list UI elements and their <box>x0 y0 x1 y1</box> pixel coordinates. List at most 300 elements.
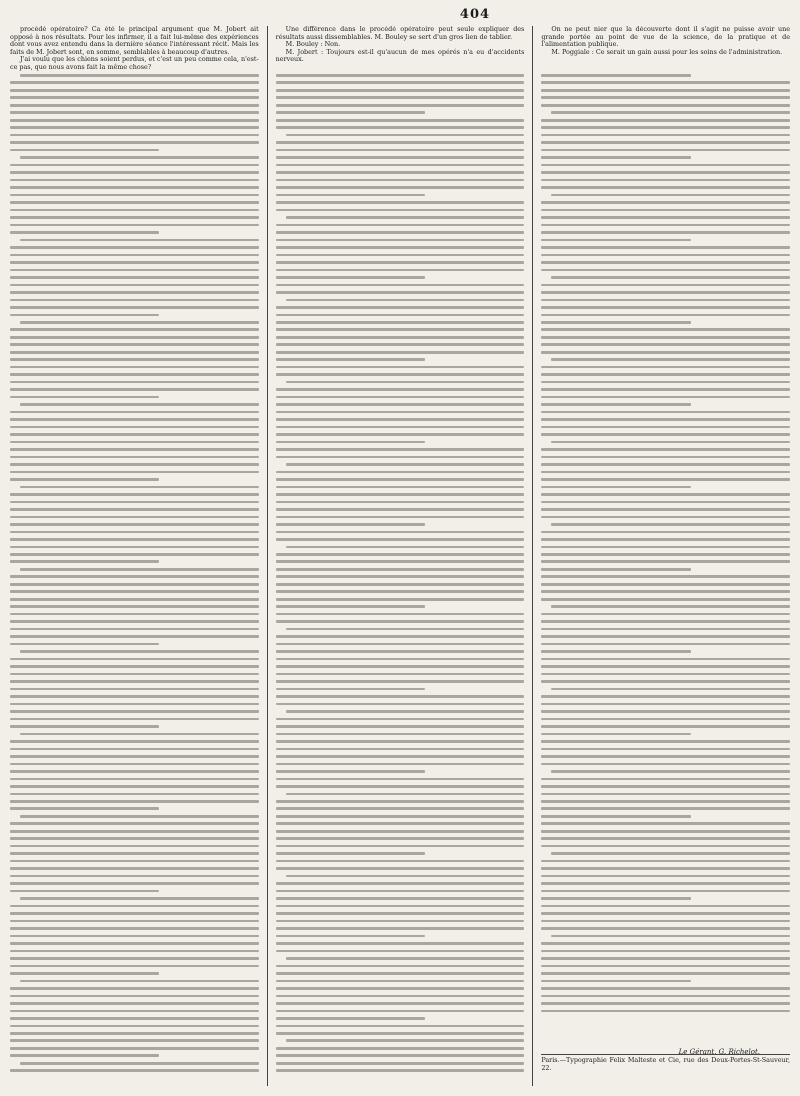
text-line <box>276 358 425 361</box>
text-line <box>10 179 259 182</box>
text-line <box>10 508 259 511</box>
text-line <box>276 598 525 601</box>
text-line <box>551 358 790 361</box>
text-line <box>541 321 690 324</box>
text-line <box>276 583 525 586</box>
column-2 <box>276 26 525 1086</box>
printer-imprint: Paris.—Typographie Felix Malteste et Cie, rue des Deux-Portes-St-Sauveur, 22. <box>541 1056 791 1072</box>
text-line <box>276 972 525 975</box>
text-line <box>541 471 790 474</box>
text-line <box>276 748 525 751</box>
text-line <box>541 164 790 167</box>
text-line <box>276 254 525 257</box>
text-line <box>276 411 525 414</box>
gerant-signature: Le Gérant, G. Richelot. <box>678 1047 761 1056</box>
text-line <box>276 965 525 968</box>
text-line <box>10 119 259 122</box>
text-line <box>541 643 790 646</box>
text-line <box>541 81 790 84</box>
text-line <box>10 620 259 623</box>
text-line <box>276 733 525 736</box>
text-line <box>276 231 525 234</box>
text-line <box>541 381 790 384</box>
text-line <box>541 328 790 331</box>
text-line <box>276 306 525 309</box>
text-line <box>541 740 790 743</box>
text-line <box>10 590 259 593</box>
text-line <box>276 388 525 391</box>
text-line <box>551 441 790 444</box>
text-line <box>541 920 790 923</box>
text-line <box>10 800 259 803</box>
text-line <box>10 807 159 810</box>
text-line <box>276 126 525 129</box>
text-line <box>276 314 525 317</box>
text-line <box>10 560 159 563</box>
text-line <box>541 411 790 414</box>
text-line <box>276 224 525 227</box>
text-line <box>276 718 525 721</box>
text-line <box>276 867 525 870</box>
text-line <box>276 471 525 474</box>
column-1-paragraph-2: J'ai voulu que les chiens soient perdus, et c'est un peu comme cela, n'est-ce pas, que nous avons fait la même chose? <box>10 55 259 71</box>
text-line <box>276 845 525 848</box>
text-line <box>10 523 259 526</box>
text-line <box>10 837 259 840</box>
text-line <box>276 912 525 915</box>
text-line <box>276 822 525 825</box>
text-line <box>276 156 525 159</box>
text-line <box>10 81 259 84</box>
text-line <box>10 1069 259 1072</box>
text-line <box>10 306 259 309</box>
text-line <box>286 793 525 796</box>
text-line <box>276 815 525 818</box>
text-line <box>276 239 525 242</box>
text-line <box>541 89 790 92</box>
text-line <box>10 1032 259 1035</box>
text-line <box>10 246 259 249</box>
text-line <box>276 725 525 728</box>
text-line <box>10 493 259 496</box>
text-line <box>10 575 259 578</box>
text-line <box>276 486 525 489</box>
text-line <box>10 388 259 391</box>
text-line <box>276 74 525 77</box>
text-line <box>276 560 525 563</box>
text-line <box>10 1002 259 1005</box>
text-line <box>10 583 259 586</box>
text-line <box>541 748 790 751</box>
text-line <box>10 104 259 107</box>
text-line <box>10 501 259 504</box>
text-line <box>276 194 425 197</box>
text-line <box>541 306 790 309</box>
text-line <box>541 613 790 616</box>
text-line <box>10 358 259 361</box>
column-2-paragraph-2: M. Bouley : Non. <box>285 40 341 48</box>
text-line <box>276 171 525 174</box>
text-line <box>541 209 790 212</box>
text-line <box>276 96 525 99</box>
text-line <box>10 448 259 451</box>
text-line <box>276 291 525 294</box>
text-line <box>276 688 425 691</box>
text-line <box>551 852 790 855</box>
text-line <box>10 725 159 728</box>
text-line <box>10 186 259 189</box>
text-line <box>276 935 425 938</box>
text-line <box>10 134 259 137</box>
text-line <box>10 680 259 683</box>
text-line <box>10 456 259 459</box>
text-line <box>276 620 525 623</box>
text-line <box>541 568 690 571</box>
text-line <box>276 448 525 451</box>
text-line <box>541 972 790 975</box>
text-line <box>276 373 525 376</box>
text-line <box>541 837 790 840</box>
text-line <box>276 575 525 578</box>
text-line <box>541 800 790 803</box>
text-line <box>541 807 790 810</box>
text-line <box>551 770 790 773</box>
text-line <box>541 1010 790 1013</box>
text-line <box>541 845 790 848</box>
text-line <box>541 905 790 908</box>
text-line <box>276 119 525 122</box>
text-line <box>10 695 259 698</box>
text-line <box>276 418 525 421</box>
text-line <box>10 920 259 923</box>
text-line <box>10 867 259 870</box>
text-line <box>10 1010 259 1013</box>
text-line <box>286 546 525 549</box>
text-line <box>541 560 790 563</box>
text-line <box>276 763 525 766</box>
text-line <box>541 224 790 227</box>
text-line <box>10 965 259 968</box>
text-columns <box>10 26 790 1086</box>
text-line <box>10 703 259 706</box>
text-line <box>541 149 790 152</box>
text-line <box>286 628 525 631</box>
text-line <box>541 254 790 257</box>
text-line <box>276 186 525 189</box>
text-line <box>10 987 259 990</box>
text-line <box>276 403 525 406</box>
text-line <box>10 299 259 302</box>
text-line <box>276 807 525 810</box>
text-line <box>10 261 259 264</box>
text-line <box>541 74 690 77</box>
text-line <box>541 336 790 339</box>
text-line <box>541 620 790 623</box>
text-line <box>10 852 259 855</box>
text-line <box>541 725 790 728</box>
text-line <box>10 276 259 279</box>
text-line <box>10 605 259 608</box>
column-3-paragraph-2: M. Poggiale : Ce serait un gain aussi pour les soins de l'administration. <box>551 47 783 56</box>
text-line <box>541 980 690 983</box>
text-line <box>276 531 525 534</box>
column-2-paragraph-1: Une différence dans le procédé opératoire peut seule expliquer des résultats aussi dissemblables. M. Bouley se sert d'un gros lien de tablier. <box>275 26 525 41</box>
text-line <box>10 628 259 631</box>
text-line <box>541 403 690 406</box>
text-line <box>276 478 525 481</box>
text-line <box>10 718 259 721</box>
text-line <box>10 995 259 998</box>
text-line <box>276 328 525 331</box>
text-line <box>10 471 259 474</box>
text-line <box>276 837 525 840</box>
text-line <box>541 134 790 137</box>
text-line <box>541 418 790 421</box>
text-line <box>541 755 790 758</box>
text-line <box>541 718 790 721</box>
text-line <box>541 141 790 144</box>
text-line <box>541 950 790 953</box>
text-line <box>551 935 790 938</box>
text-line <box>10 336 259 339</box>
text-line <box>541 186 790 189</box>
text-line <box>276 590 525 593</box>
text-line <box>10 755 259 758</box>
text-line <box>10 860 259 863</box>
text-line <box>276 830 525 833</box>
text-line <box>276 111 425 114</box>
text-line <box>541 448 790 451</box>
text-line <box>541 366 790 369</box>
text-line <box>10 89 259 92</box>
text-line <box>551 688 790 691</box>
text-line <box>276 950 525 953</box>
text-line <box>276 1017 425 1020</box>
text-line <box>541 733 690 736</box>
text-line <box>286 216 525 219</box>
text-line <box>276 81 525 84</box>
text-line <box>10 343 259 346</box>
text-line <box>10 126 259 129</box>
text-line <box>10 441 259 444</box>
text-line <box>10 269 259 272</box>
text-line <box>276 269 525 272</box>
text-line <box>276 778 525 781</box>
text-line <box>10 890 159 893</box>
text-line <box>276 740 525 743</box>
text-line <box>10 942 259 945</box>
text-line <box>276 426 525 429</box>
text-line <box>541 628 790 631</box>
text-line <box>276 1062 525 1065</box>
text-line <box>276 501 525 504</box>
text-line <box>541 456 790 459</box>
text-line <box>20 486 259 489</box>
text-line <box>276 882 525 885</box>
text-line <box>276 351 525 354</box>
text-line <box>541 546 790 549</box>
text-line <box>276 643 525 646</box>
text-line <box>541 882 790 885</box>
text-line <box>541 501 790 504</box>
text-line <box>276 635 525 638</box>
text-line <box>276 149 525 152</box>
text-line <box>10 875 259 878</box>
text-line <box>10 328 259 331</box>
text-line <box>276 433 525 436</box>
text-line <box>541 590 790 593</box>
text-line <box>10 710 259 713</box>
text-line <box>10 1017 259 1020</box>
text-line <box>276 995 525 998</box>
text-line <box>276 396 525 399</box>
text-line <box>541 171 790 174</box>
text-line <box>541 553 790 556</box>
text-line <box>541 126 790 129</box>
column-3 <box>541 26 790 1086</box>
text-line <box>286 134 525 137</box>
text-line <box>541 201 790 204</box>
text-line <box>10 216 259 219</box>
page-number: 404 <box>459 7 491 22</box>
text-line <box>10 314 159 317</box>
text-line <box>20 897 259 900</box>
text-line <box>276 695 525 698</box>
text-line <box>10 426 259 429</box>
text-line <box>10 171 259 174</box>
text-line <box>20 403 259 406</box>
text-line <box>276 665 525 668</box>
text-line <box>10 96 259 99</box>
text-line <box>10 149 159 152</box>
text-line <box>541 650 690 653</box>
text-line <box>276 523 425 526</box>
text-line <box>10 546 259 549</box>
text-line <box>541 965 790 968</box>
text-line <box>541 463 790 466</box>
text-line <box>10 351 259 354</box>
text-line <box>276 508 525 511</box>
text-line <box>286 875 525 878</box>
text-line <box>20 650 259 653</box>
text-line <box>286 710 525 713</box>
text-line <box>10 284 259 287</box>
column-1 <box>10 26 259 1086</box>
text-line <box>541 396 790 399</box>
text-line <box>276 141 525 144</box>
text-line <box>276 1032 525 1035</box>
text-line <box>541 156 690 159</box>
text-line <box>10 516 259 519</box>
text-line <box>551 111 790 114</box>
text-line <box>20 815 259 818</box>
text-line <box>541 927 790 930</box>
text-line <box>20 156 259 159</box>
text-line <box>541 516 790 519</box>
text-line <box>276 927 525 930</box>
text-line <box>286 463 525 466</box>
text-line <box>20 980 259 983</box>
text-line <box>286 957 525 960</box>
text-line <box>276 920 525 923</box>
text-line <box>20 74 259 77</box>
text-line <box>276 770 425 773</box>
text-line <box>541 995 790 998</box>
text-line <box>541 793 790 796</box>
text-line <box>541 246 790 249</box>
column-1-paragraph-1: procédé opératoire? Ca été le principal argument que M. Jobert ait opposé à nos résultats. Pour les infirmer, il a fait lui-même des expériences dont vous avez entendu dans la dernière séance l'intéressant récit. Mais les faits de M. Jobert sont, en somme, semblables à beaucoup d'autres. <box>10 26 259 56</box>
text-line <box>541 703 790 706</box>
text-line <box>276 785 525 788</box>
text-line <box>10 231 159 234</box>
text-line <box>276 942 525 945</box>
text-line <box>276 860 525 863</box>
text-line <box>20 568 259 571</box>
text-line <box>541 508 790 511</box>
text-line <box>276 246 525 249</box>
text-line <box>551 523 790 526</box>
text-line <box>276 321 525 324</box>
text-line <box>10 381 259 384</box>
text-line <box>10 396 159 399</box>
text-line <box>276 179 525 182</box>
text-line <box>10 957 259 960</box>
text-line <box>20 733 259 736</box>
text-line <box>541 1002 790 1005</box>
text-line <box>276 456 525 459</box>
text-line <box>276 343 525 346</box>
text-line <box>10 740 259 743</box>
text-line <box>276 1010 525 1013</box>
text-line <box>541 658 790 661</box>
column-divider <box>267 26 268 1086</box>
text-line <box>541 231 790 234</box>
column-divider <box>532 26 533 1086</box>
text-line <box>541 830 790 833</box>
text-line <box>10 905 259 908</box>
text-line <box>276 493 525 496</box>
text-line <box>541 957 790 960</box>
text-line <box>10 1047 259 1050</box>
text-line <box>541 875 790 878</box>
text-line <box>10 882 259 885</box>
text-line <box>10 538 259 541</box>
text-line <box>541 665 790 668</box>
text-line <box>10 1039 259 1042</box>
text-line <box>10 822 259 825</box>
text-line <box>276 441 425 444</box>
text-line <box>276 201 525 204</box>
text-line <box>541 388 790 391</box>
text-line <box>276 755 525 758</box>
text-line <box>276 800 525 803</box>
text-line <box>541 867 790 870</box>
text-line <box>10 613 259 616</box>
text-line <box>20 1062 259 1065</box>
text-line <box>10 793 259 796</box>
text-line <box>276 261 525 264</box>
text-line <box>541 778 790 781</box>
text-line <box>541 493 790 496</box>
text-line <box>10 845 259 848</box>
text-line <box>10 463 259 466</box>
text-line <box>276 366 525 369</box>
text-line <box>541 710 790 713</box>
text-line <box>541 673 790 676</box>
text-line <box>276 568 525 571</box>
text-line <box>276 104 525 107</box>
text-line <box>10 673 259 676</box>
